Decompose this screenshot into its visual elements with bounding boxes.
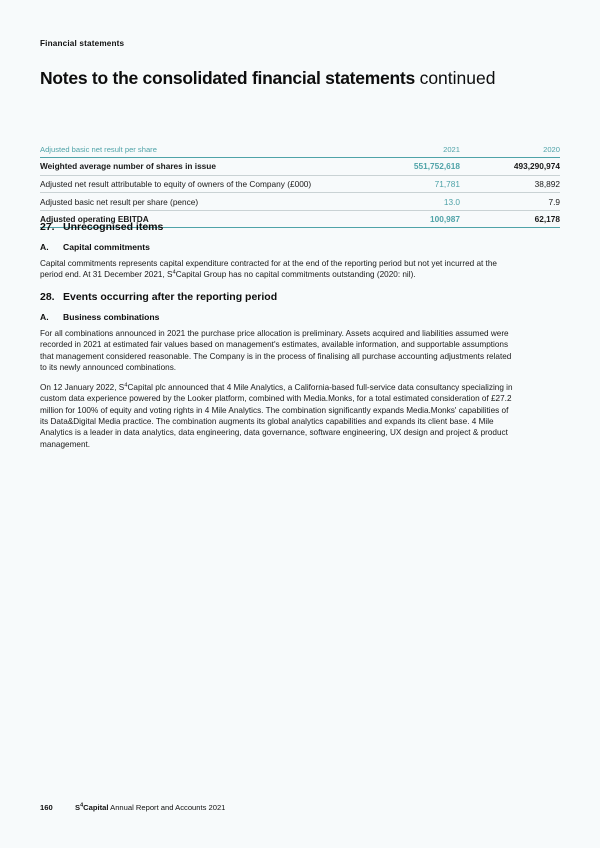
table-header-row xyxy=(40,142,560,157)
paragraph-text-pre: On 12 January 2022, S xyxy=(40,383,125,393)
row-value-2020: 7.9 xyxy=(460,193,560,211)
superscript-four: 4 xyxy=(124,382,128,389)
page-footer xyxy=(40,803,225,812)
subsection-a-title: Business combinations xyxy=(63,312,160,322)
row-value-2020: 493,290,974 xyxy=(460,157,560,175)
table-row xyxy=(40,157,560,175)
row-value-2021: 100,987 xyxy=(360,210,460,228)
footer-report-title: Annual Report and Accounts 2021 xyxy=(108,803,226,812)
row-value-2021: 13.0 xyxy=(360,193,460,211)
row-label: Weighted average number of shares in issue xyxy=(40,157,360,175)
column-header-metric: Adjusted basic net result per share xyxy=(40,142,360,157)
row-label: Adjusted net result attributable to equity of owners of the Company (£000) xyxy=(40,175,360,193)
paragraph-text-post: Capital plc announced that 4 Mile Analytics, a California-based full-service data consultancy specializing in custom data experience powered by the Looker platform, combined with Media.Monks, for a total estimated consideration of £27.2 million for 100% of equity and voting rights in 4 Mile Analytics. The combination significantly expands Media.Monks' capabilities of its Data&Digital Media practice. The combination augments its global analytics capabilities and expands its client base. 4 Mile Analytics is a leader in data analytics, data engineering, data governance, software engineering, UX design and project & product management. xyxy=(40,383,513,449)
row-value-2020: 62,178 xyxy=(460,210,560,228)
row-value-2021: 71,781 xyxy=(360,175,460,193)
table-row xyxy=(40,175,560,193)
row-value-2021: 551,752,618 xyxy=(360,157,460,175)
subsection-a-title: Capital commitments xyxy=(63,242,150,252)
section-28-subheading-a xyxy=(40,312,540,322)
section-27 xyxy=(40,221,540,290)
superscript-four: 4 xyxy=(172,269,176,276)
row-label: Adjusted basic net result per share (pence) xyxy=(40,193,360,211)
page-title-main: Notes to the consolidated financial statements xyxy=(40,67,415,88)
section-28-number: 28. xyxy=(40,291,55,303)
section-28-heading xyxy=(40,291,540,303)
section-27-number: 27. xyxy=(40,221,55,233)
footer-brand-pre: S xyxy=(75,803,81,812)
section-27-subheading-a xyxy=(40,242,540,252)
section-28 xyxy=(40,291,540,459)
section-27-heading xyxy=(40,221,540,233)
column-header-2021: 2021 xyxy=(360,142,460,157)
paragraph-text-post: Capital Group has no capital commitments outstanding (2020: nil). xyxy=(175,270,416,280)
section-28-paragraph-2 xyxy=(40,382,518,450)
section-28-paragraph-1: For all combinations announced in 2021 the purchase price allocation is preliminary. Assets acquired and liabilities assumed were recorded in 2021 at estimated fair values based on management's estimates, available information, and supportable assumptions that management considered reasonable. The Company is in the process of finalising all purchase accounting adjustments related to its newly announced combinations. xyxy=(40,329,512,372)
section-eyebrow: Financial statements xyxy=(40,39,125,48)
section-28-title: Events occurring after the reporting period xyxy=(63,291,278,303)
page-title xyxy=(40,68,495,89)
section-27-title: Unrecognised items xyxy=(63,221,164,233)
table-header xyxy=(40,142,560,157)
superscript-four: 4 xyxy=(80,802,84,809)
subsection-a-letter: A. xyxy=(40,312,49,322)
paragraph-text-pre: Capital commitments represents capital expenditure contracted for at the end of the reporting period but not yet incurred at the period end. At 31 December 2021, S xyxy=(40,259,497,280)
column-header-2020: 2020 xyxy=(460,142,560,157)
section-27-paragraph xyxy=(40,258,518,281)
row-label: Adjusted operating EBITDA xyxy=(40,210,360,228)
footer-brand-post: Capital xyxy=(83,803,109,812)
footer-report-line xyxy=(75,803,225,812)
page-title-continued: continued xyxy=(419,67,496,88)
row-value-2020: 38,892 xyxy=(460,175,560,193)
subsection-a-letter: A. xyxy=(40,242,49,252)
table-body xyxy=(40,157,560,227)
adjusted-basic-net-result-table xyxy=(40,142,560,228)
table-row xyxy=(40,193,560,211)
footer-page-number: 160 xyxy=(40,803,53,812)
